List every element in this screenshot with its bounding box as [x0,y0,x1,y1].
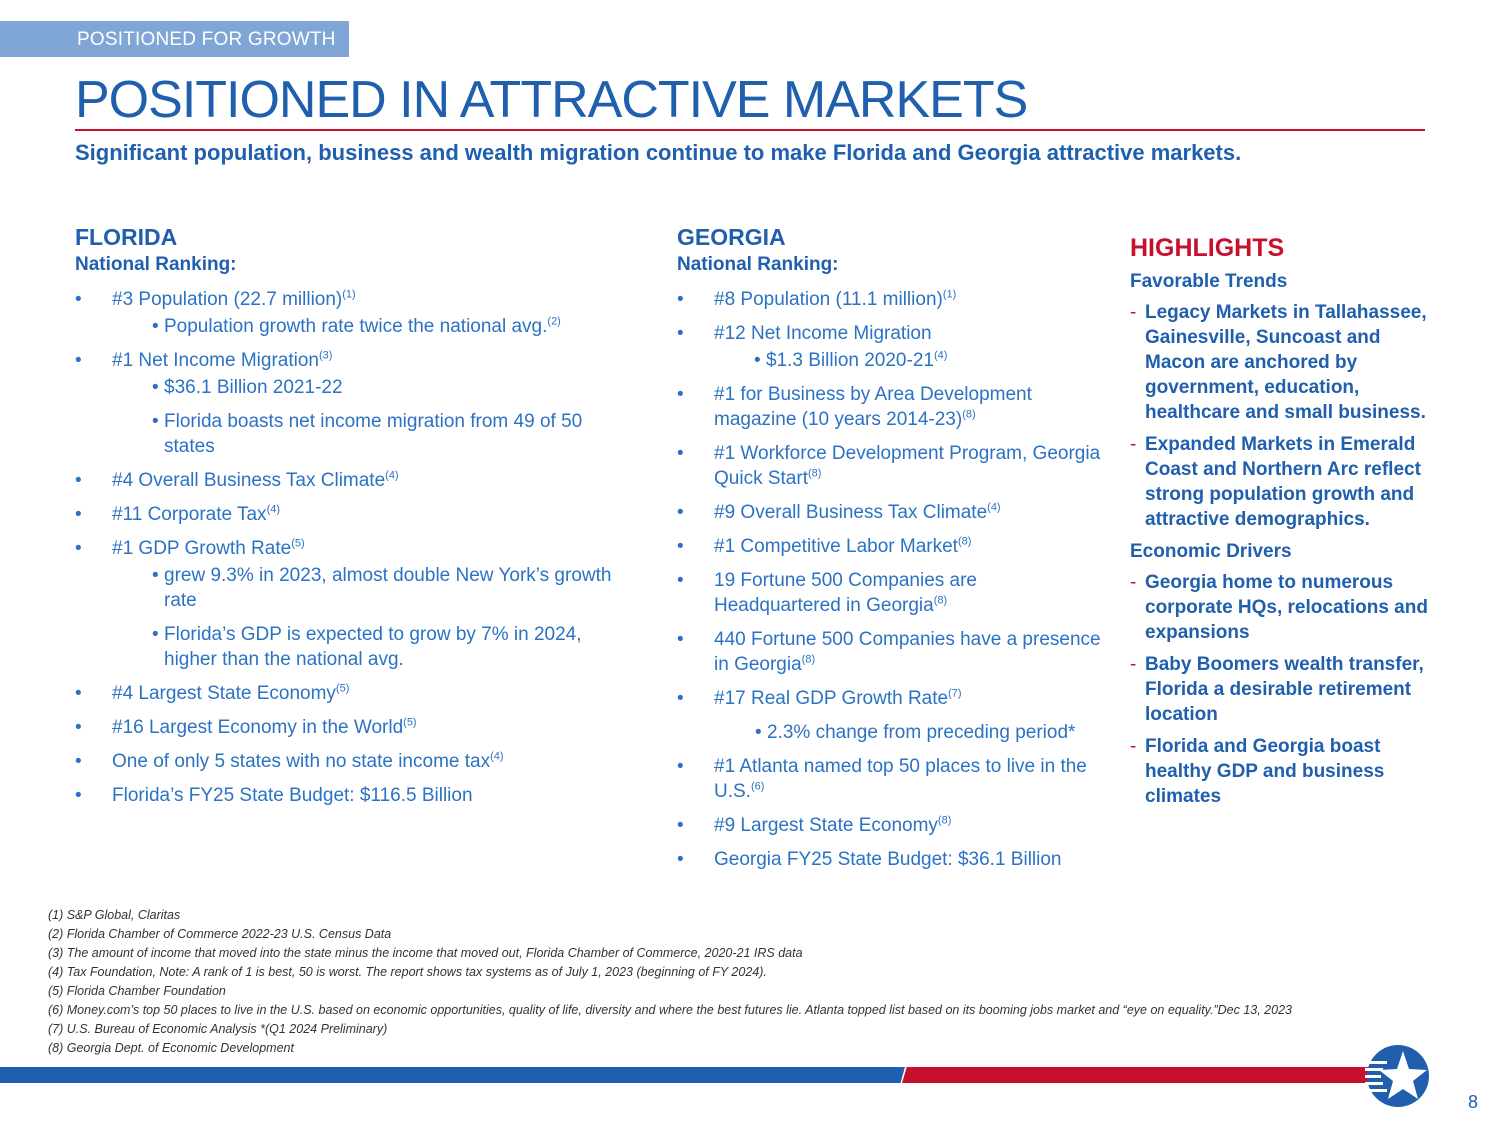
footnote: (6) Money.com’s top 50 places to live in the U.S. based on economic opportunities, quality of life, diversity and where the best futures lie. Atlanta topped list based on its booming jobs market and “eye on equality.”Dec 13, 2023 [48,1003,1292,1017]
florida-ranking-item [75,502,635,527]
florida-ranking-item [75,287,635,339]
georgia-item-footnote-ref: (7) [948,687,962,700]
florida-ranking-item [75,749,635,774]
section-tag [0,21,349,57]
georgia-item-footnote-ref: (8) [807,467,822,480]
florida-sub-item [112,622,635,672]
florida-ranking-item [75,715,635,740]
georgia-ranking-list [677,287,1107,872]
dash-icon: - [1130,302,1137,323]
florida-item-text: #11 Corporate Tax [112,504,267,525]
georgia-ranking-item [677,500,1107,525]
page-title: POSITIONED IN ATTRACTIVE MARKETS [75,71,1028,129]
georgia-sub-item-text: 2.3% change from preceding period* [767,722,1076,743]
highlights-column [1130,233,1430,816]
footer-stripe-red [902,1067,1377,1083]
bullet-icon: • [75,470,82,491]
bullet-icon: • [75,504,82,525]
bullet-icon: • [677,443,684,464]
highlights-group-title: Favorable Trends [1130,271,1288,292]
georgia-ranking-item [677,754,1107,804]
florida-item-footnote-ref: (4) [385,469,399,482]
bullet-icon: • [677,688,684,709]
sub-bullet-icon: • [152,624,159,645]
florida-sub-item-text: $36.1 Billion 2021-22 [164,377,343,398]
georgia-sub-item [714,348,1107,373]
bullet-icon: • [75,350,82,371]
page-number: 8 [1468,1092,1479,1112]
florida-ranking-list [75,287,635,808]
florida-sub-item-text: Florida boasts net income migration from 49 of 50 states [164,411,583,457]
georgia-item-text: 19 Fortune 500 Companies are Headquartered in Georgia [714,570,977,616]
florida-item-text: #4 Overall Business Tax Climate [112,470,386,491]
georgia-ranking-item [677,321,1107,373]
bullet-icon: • [677,849,684,870]
section-tag-label: POSITIONED FOR GROWTH [77,29,336,50]
bullet-icon: • [75,717,82,738]
georgia-sub-item-footnote-ref: (4) [933,349,948,362]
florida-column [75,223,635,817]
georgia-item-footnote-ref: (8) [933,594,948,607]
georgia-ranking-item [677,382,1107,432]
bullet-icon: • [75,683,82,704]
bullet-icon: • [677,756,684,777]
sub-bullet-icon: • [152,565,159,586]
florida-sub-item [112,409,635,459]
footnote: (4) Tax Foundation, Note: A rank of 1 is best, 50 is worst. The report shows tax systems as of July 1, 2023 (beginning of FY 2024). [48,965,767,979]
title-divider [75,129,1425,131]
highlights-item-text: Baby Boomers wealth transfer, Florida a desirable retirement location [1145,654,1424,725]
florida-item-text: One of only 5 states with no state income tax [112,751,491,772]
bullet-icon: • [677,323,684,344]
florida-sub-item [112,314,635,339]
georgia-item-text: #1 Competitive Labor Market [714,536,958,557]
florida-item-footnote-ref: (5) [335,682,350,695]
highlights-heading: HIGHLIGHTS [1130,234,1285,262]
footnote: (7) U.S. Bureau of Economic Analysis *(Q1 2024 Preliminary) [48,1022,388,1036]
highlights-group-title: Economic Drivers [1130,541,1292,562]
florida-sub-item-text: Florida’s GDP is expected to grow by 7% in 2024, higher than the national avg. [164,624,582,670]
georgia-item-footnote-ref: (1) [942,288,957,301]
page-subtitle: Significant population, business and wealth migration continue to make Florida and Georgia attractive markets. [75,140,1242,165]
georgia-item-text: #1 Atlanta named top 50 places to live in the U.S. [714,756,1087,802]
georgia-item-text: #17 Real GDP Growth Rate [714,688,949,709]
florida-item-footnote-ref: (4) [490,750,504,763]
footnote: (3) The amount of income that moved into the state minus the income that moved out, Florida Chamber of Commerce, 2020-21 IRS data [48,946,803,960]
bullet-icon: • [677,570,684,591]
georgia-ranking-label: National Ranking: [677,254,839,275]
georgia-item-text: Georgia FY25 State Budget: $36.1 Billion [714,849,1062,870]
dash-icon: - [1130,654,1137,675]
highlights-item [1130,734,1430,809]
florida-item-text: #3 Population (22.7 million) [112,289,343,310]
florida-item-footnote-ref: (5) [291,537,305,550]
florida-sub-item-text: Population growth rate twice the national avg. [164,316,548,337]
florida-heading: FLORIDA [75,224,178,250]
georgia-item-footnote-ref: (6) [750,780,765,793]
georgia-item-text: #1 Workforce Development Program, Georgia Quick Start [714,443,1101,489]
georgia-ranking-item [677,686,1107,745]
highlights-item [1130,570,1430,645]
georgia-item-footnote-ref: (8) [962,408,976,421]
florida-item-footnote-ref: (3) [319,349,333,362]
georgia-item-footnote-ref: (4) [987,501,1001,514]
georgia-item-text: #12 Net Income Migration [714,323,932,344]
georgia-column [677,223,1107,881]
highlights-item [1130,652,1430,727]
bullet-icon: • [677,384,684,405]
georgia-heading: GEORGIA [677,224,786,250]
georgia-item-text: #9 Overall Business Tax Climate [714,502,988,523]
footnote: (5) Florida Chamber Foundation [48,984,226,998]
florida-item-text: #1 GDP Growth Rate [112,538,292,559]
dash-icon: - [1130,572,1137,593]
florida-ranking-label: National Ranking: [75,254,237,275]
georgia-ranking-item [677,847,1107,872]
footnote: (1) S&P Global, Claritas [48,908,181,922]
georgia-ranking-item [677,534,1107,559]
bullet-icon: • [75,751,82,772]
footnote: (8) Georgia Dept. of Economic Development [48,1041,294,1055]
florida-item-footnote-ref: (5) [403,716,417,729]
georgia-item-text: #9 Largest State Economy [714,815,938,836]
bullet-icon: • [75,785,82,806]
bullet-icon: • [75,538,82,559]
highlights-item [1130,432,1430,532]
georgia-sub-item-text: $1.3 Billion 2020-21 [766,350,934,371]
florida-item-text: #16 Largest Economy in the World [112,717,404,738]
georgia-item-footnote-ref: (8) [937,814,952,827]
dash-icon: - [1130,736,1137,757]
bullet-icon: • [75,289,82,310]
florida-item-footnote-ref: (1) [342,288,356,301]
highlights-list [1130,570,1430,809]
bullet-icon: • [677,502,684,523]
footnote: (2) Florida Chamber of Commerce 2022-23 U.S. Census Data [48,927,392,941]
georgia-item-footnote-ref: (8) [801,653,816,666]
footnotes [48,906,1448,1058]
highlights-item-text: Legacy Markets in Tallahassee, Gainesville, Suncoast and Macon are anchored by government, education, healthcare and small business. [1145,302,1427,423]
florida-ranking-item [75,468,635,493]
bullet-icon: • [677,815,684,836]
florida-item-text: Florida’s FY25 State Budget: $116.5 Billion [112,785,473,806]
georgia-ranking-item [677,813,1107,838]
georgia-ranking-item [677,441,1107,491]
florida-ranking-item [75,783,635,808]
footer-stripe-blue [0,1067,905,1083]
bullet-icon: • [677,536,684,557]
georgia-item-text: #1 for Business by Area Development magazine (10 years 2014-23) [714,384,1032,430]
georgia-ranking-item [677,627,1107,677]
highlights-item [1130,300,1430,425]
dash-icon: - [1130,434,1137,455]
georgia-item-text: 440 Fortune 500 Companies have a presence in Georgia [714,629,1101,675]
florida-sub-item [112,375,635,400]
highlights-groups [1130,269,1430,809]
florida-sub-item [112,563,635,613]
sub-bullet-icon: • [152,411,159,432]
sub-bullet-icon: • [755,722,762,743]
bullet-icon: • [677,629,684,650]
highlights-list [1130,300,1430,532]
florida-sub-item-footnote-ref: (2) [547,315,561,328]
bullet-icon: • [677,289,684,310]
highlights-item-text: Florida and Georgia boast healthy GDP and business climates [1145,736,1385,807]
florida-sub-item-text: grew 9.3% in 2023, almost double New York’s growth rate [164,565,612,611]
florida-ranking-item [75,536,635,672]
florida-item-text: #1 Net Income Migration [112,350,319,371]
star-logo-icon [1365,1043,1431,1109]
florida-ranking-item [75,348,635,459]
sub-bullet-icon: • [754,350,761,371]
georgia-item-footnote-ref: (8) [957,535,972,548]
georgia-item-text: #8 Population (11.1 million) [714,289,943,310]
florida-item-text: #4 Largest State Economy [112,683,336,704]
sub-bullet-icon: • [152,316,159,337]
highlights-item-text: Expanded Markets in Emerald Coast and Northern Arc reflect strong population growth and attractive demographics. [1145,434,1421,530]
georgia-sub-item [714,720,1107,745]
georgia-ranking-item [677,568,1107,618]
sub-bullet-icon: • [152,377,159,398]
florida-ranking-item [75,681,635,706]
highlights-item-text: Georgia home to numerous corporate HQs, relocations and expansions [1145,572,1428,643]
florida-item-footnote-ref: (4) [266,503,281,516]
georgia-ranking-item [677,287,1107,312]
